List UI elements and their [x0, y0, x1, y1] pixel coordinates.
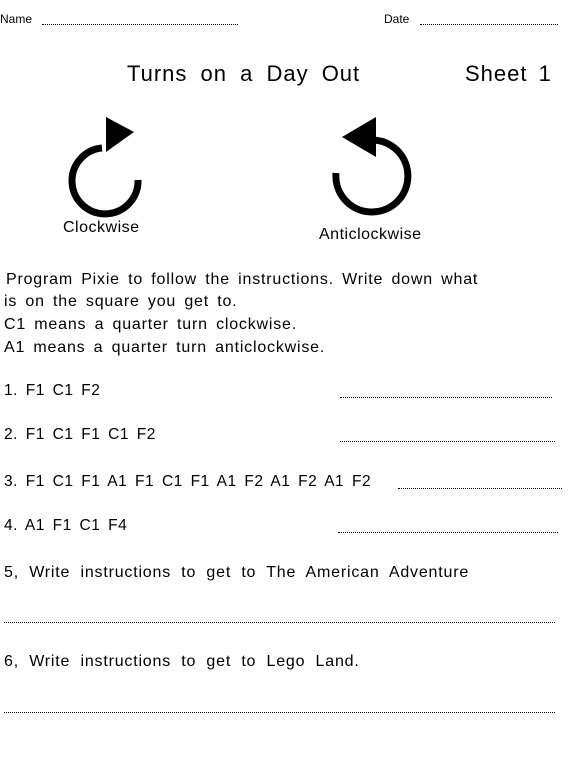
instructions-line-1: Program Pixie to follow the instructions. Write down what [6, 271, 479, 288]
answer-line-6[interactable] [4, 712, 555, 713]
answer-line-2[interactable] [340, 441, 555, 442]
date-label: Date [384, 12, 410, 26]
question-2: 2. F1 C1 F1 C1 F2 [4, 426, 156, 443]
answer-line-5[interactable] [4, 622, 555, 623]
question-1: 1. F1 C1 F2 [4, 382, 101, 399]
question-5: 5, Write instructions to get to The American Adventure [4, 564, 470, 581]
question-3: 3. F1 C1 F1 A1 F1 C1 F1 A1 F2 A1 F2 A1 F2 [4, 473, 372, 490]
anticlockwise-label: Anticlockwise [319, 226, 422, 243]
page-title: Turns on a Day Out [127, 61, 361, 86]
clockwise-arrow-icon [58, 110, 148, 220]
sheet-number: Sheet 1 [465, 61, 552, 86]
question-6: 6, Write instructions to get to Lego Land. [4, 653, 360, 670]
instructions-line-3: C1 means a quarter turn clockwise. [4, 316, 297, 333]
instructions-line-4: A1 means a quarter turn anticlockwise. [4, 339, 326, 356]
anticlockwise-arrow-icon [322, 115, 422, 225]
date-answer-line[interactable] [420, 24, 558, 25]
answer-line-4[interactable] [338, 532, 558, 533]
answer-line-1[interactable] [340, 397, 552, 398]
name-answer-line[interactable] [42, 24, 238, 25]
instructions-line-2: is on the square you get to. [4, 293, 238, 310]
answer-line-3[interactable] [398, 488, 562, 489]
clockwise-label: Clockwise [63, 219, 140, 236]
name-label: Name [0, 12, 33, 26]
question-4: 4. A1 F1 C1 F4 [4, 517, 128, 534]
